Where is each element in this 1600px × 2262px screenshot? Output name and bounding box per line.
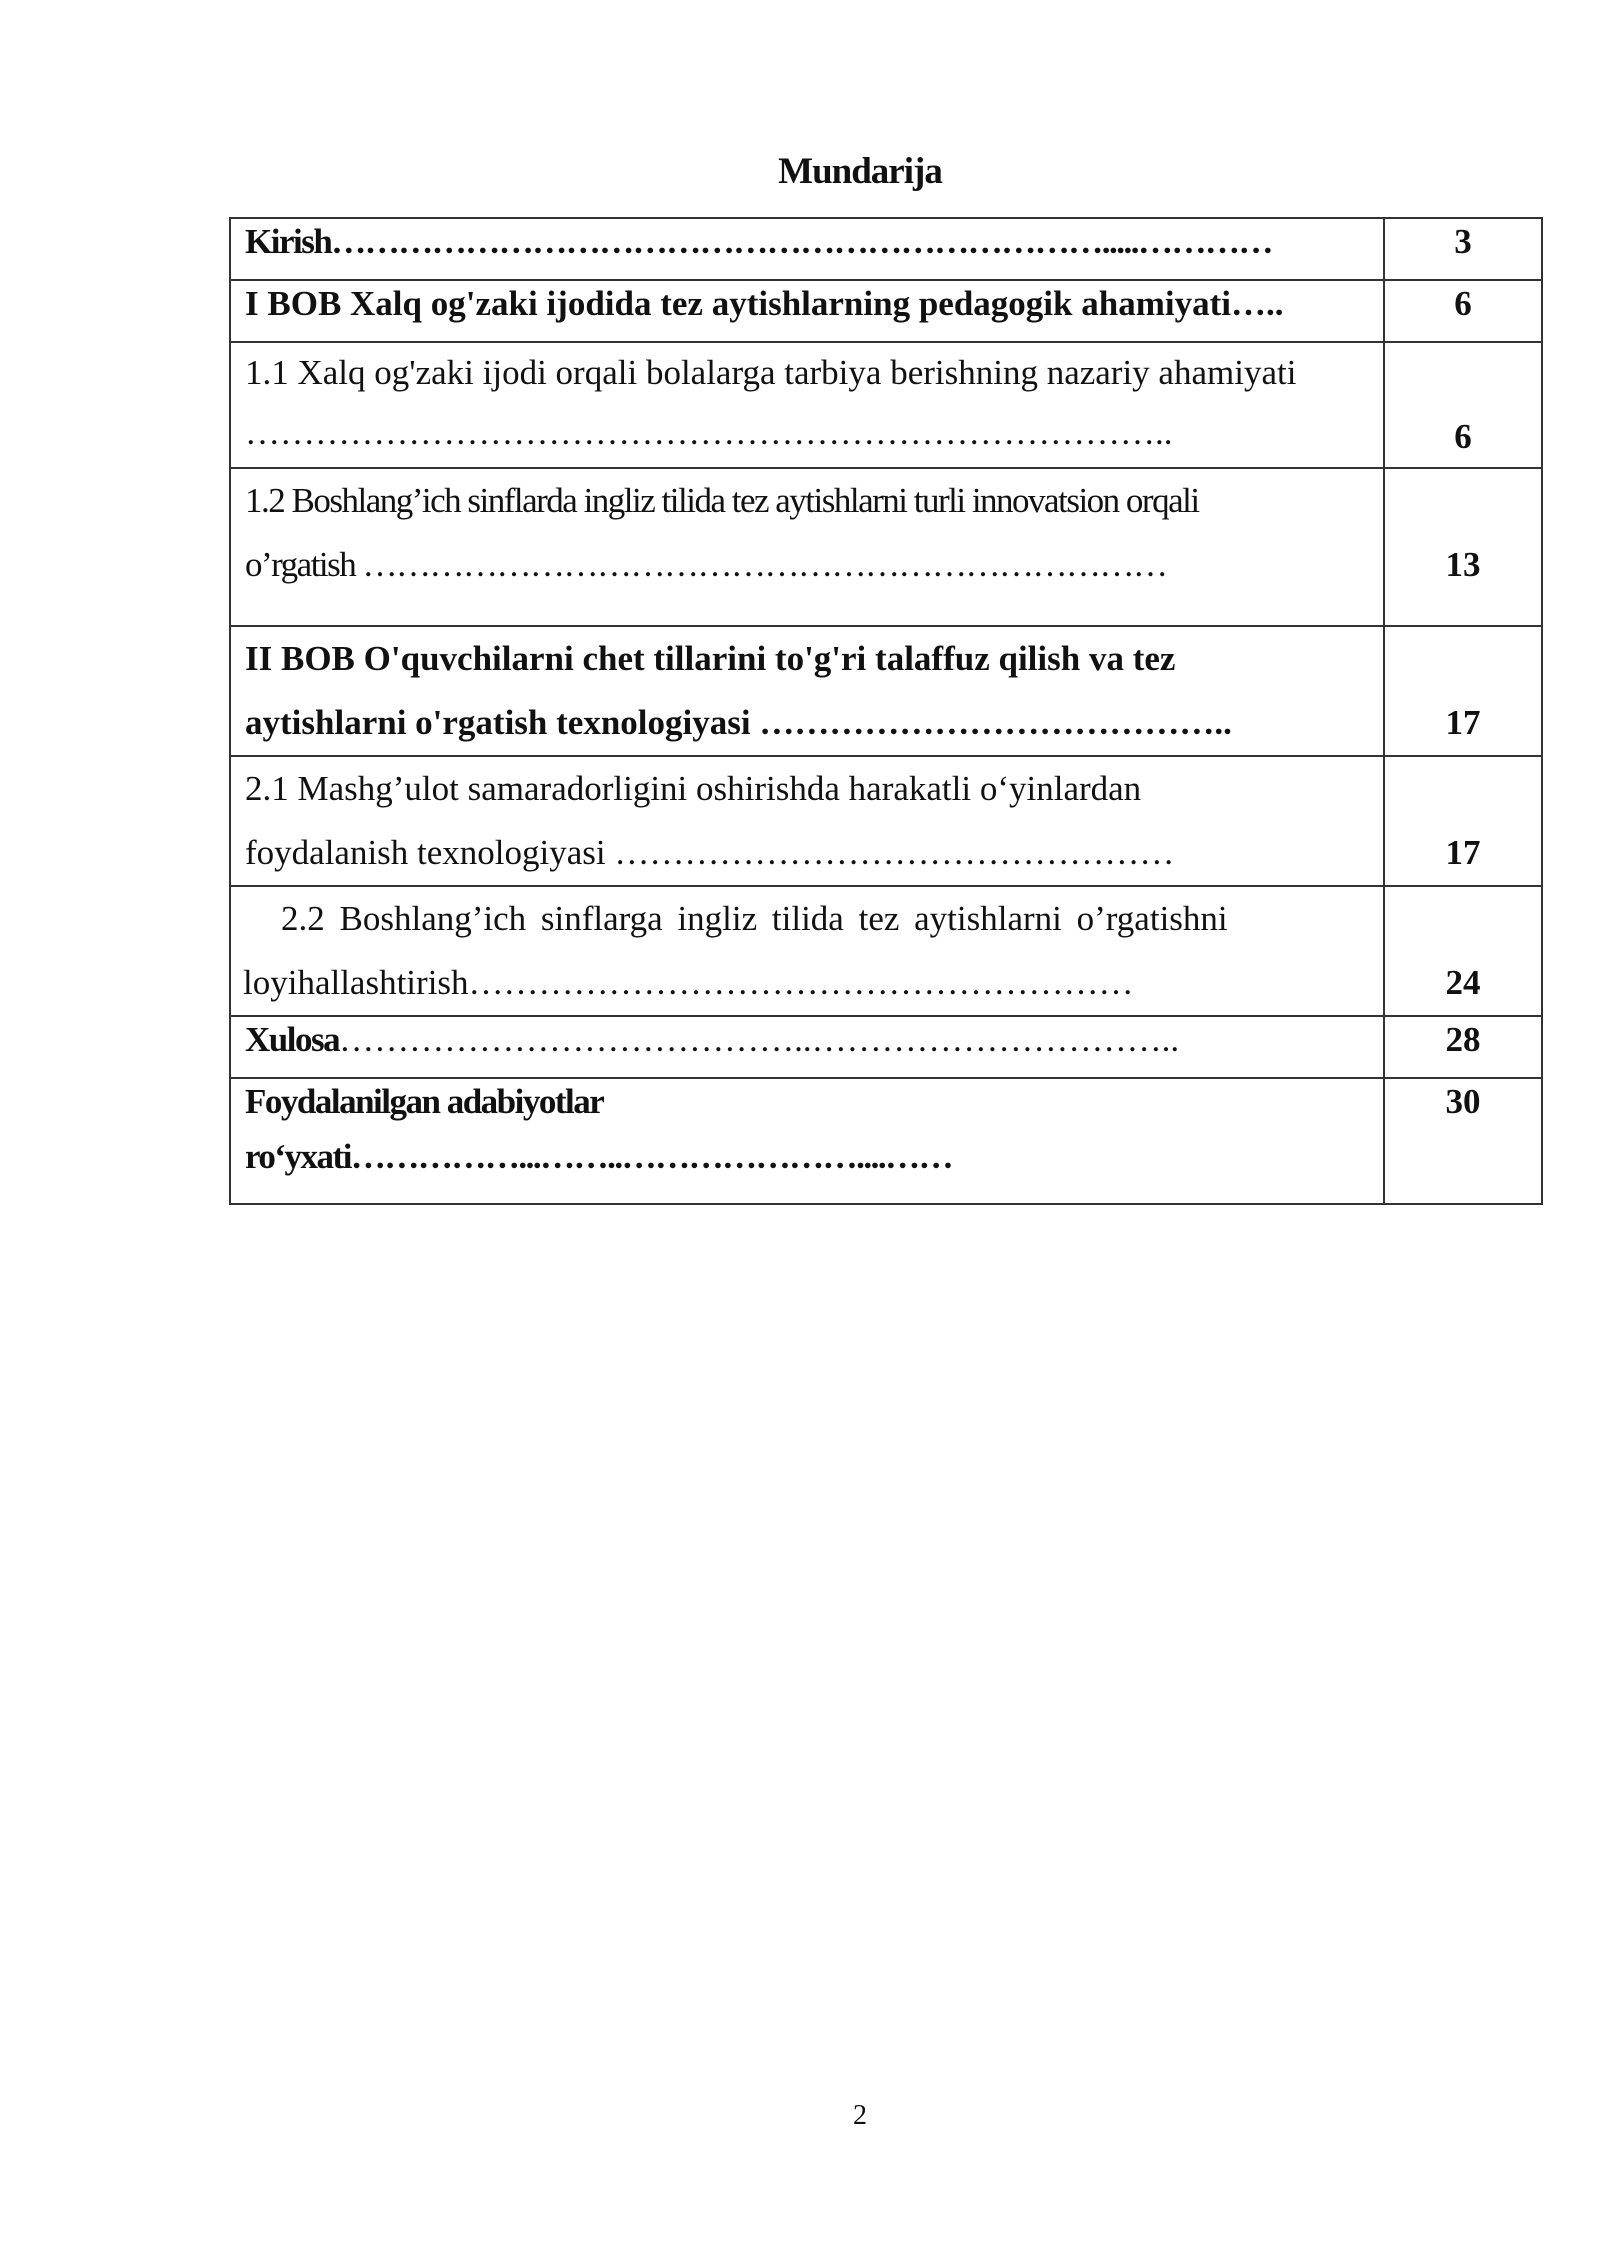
toc-row-section-1-1[interactable]: [230, 342, 1542, 468]
toc-title-line: o’rgatish ………………………………………………………………: [245, 545, 1167, 584]
toc-page-number: 30: [1384, 1078, 1542, 1204]
toc-title-line: [245, 1017, 1371, 1063]
toc-title-line: foydalanish texnologiyasi …………………………………………: [245, 833, 1175, 872]
toc-row-chapter-2[interactable]: [230, 626, 1542, 756]
toc-row-section-2-1[interactable]: [230, 756, 1542, 886]
toc-row-section-1-2[interactable]: [230, 468, 1542, 626]
table-of-contents: [229, 217, 1543, 1205]
toc-page-number: 6: [1384, 342, 1542, 468]
toc-title: [230, 626, 1384, 756]
toc-page-number: 17: [1384, 626, 1542, 756]
toc-title: [230, 218, 1384, 280]
toc-row-kirish[interactable]: [230, 218, 1542, 280]
toc-page-number: 3: [1384, 218, 1542, 280]
toc-page-number: 17: [1384, 756, 1542, 886]
toc-title-line: aytishlarni o'rgatish texnologiyasi …………………………………..: [245, 703, 1232, 742]
toc-title: [230, 1078, 1384, 1204]
toc-title: [230, 280, 1384, 342]
toc-row-chapter-1[interactable]: [230, 280, 1542, 342]
toc-page-number: 28: [1384, 1016, 1542, 1078]
toc-page-number: 24: [1384, 886, 1542, 1016]
toc-title: [230, 342, 1384, 468]
page-title: Mundarija: [778, 151, 942, 192]
toc-title-line: ……………………………………………………………………..: [245, 413, 1173, 452]
toc-row-references[interactable]: [230, 1078, 1542, 1204]
toc-title-line: ro‘yxati……………...……..…………………....……: [245, 1137, 953, 1176]
toc-title-dots: …………………………………..…………………………..: [339, 1020, 1180, 1059]
toc-title: [230, 468, 1384, 626]
toc-title-line: I BOB Xalq og'zaki ijodida tez aytishlarning pedagogik ahamiyati…..: [245, 284, 1284, 323]
toc-title-line: 2.2 Boshlang’ich sinflarga ingliz tilida tez aytishlarni o’rgatishni: [281, 899, 1228, 938]
toc-title-line: 1.2 Boshlang’ich sinflarda ingliz tilida tez aytishlarni turli innovatsion orqali: [245, 481, 1199, 520]
page-number: 2: [853, 2100, 867, 2131]
toc-title-line: Kirish…………………………………………………………….....…………: [245, 222, 1273, 261]
toc-title-label: Xulosa: [245, 1020, 340, 1059]
toc-page-number: 6: [1384, 280, 1542, 342]
toc-title-line: 2.1 Mashg’ulot samaradorligini oshirishda harakatli o‘yinlardan: [245, 769, 1142, 808]
toc-title: [230, 756, 1384, 886]
toc-row-section-2-2[interactable]: [230, 886, 1542, 1016]
toc-title-line: II BOB O'quvchilarni chet tillarini to'g'ri talaffuz qilish va tez: [245, 639, 1176, 678]
toc-title: [230, 1016, 1384, 1078]
toc-title-line: Foydalanilgan adabiyotlar: [245, 1082, 604, 1121]
toc-title: [230, 886, 1384, 1016]
toc-title-line: 1.1 Xalq og'zaki ijodi orqali bolalarga tarbiya berishning nazariy ahamiyati: [245, 353, 1297, 392]
toc-page-number: 13: [1384, 468, 1542, 626]
toc-row-xulosa[interactable]: [230, 1016, 1542, 1078]
toc-title-line: loyihallashtirish…………………………………………………: [243, 963, 1134, 1002]
